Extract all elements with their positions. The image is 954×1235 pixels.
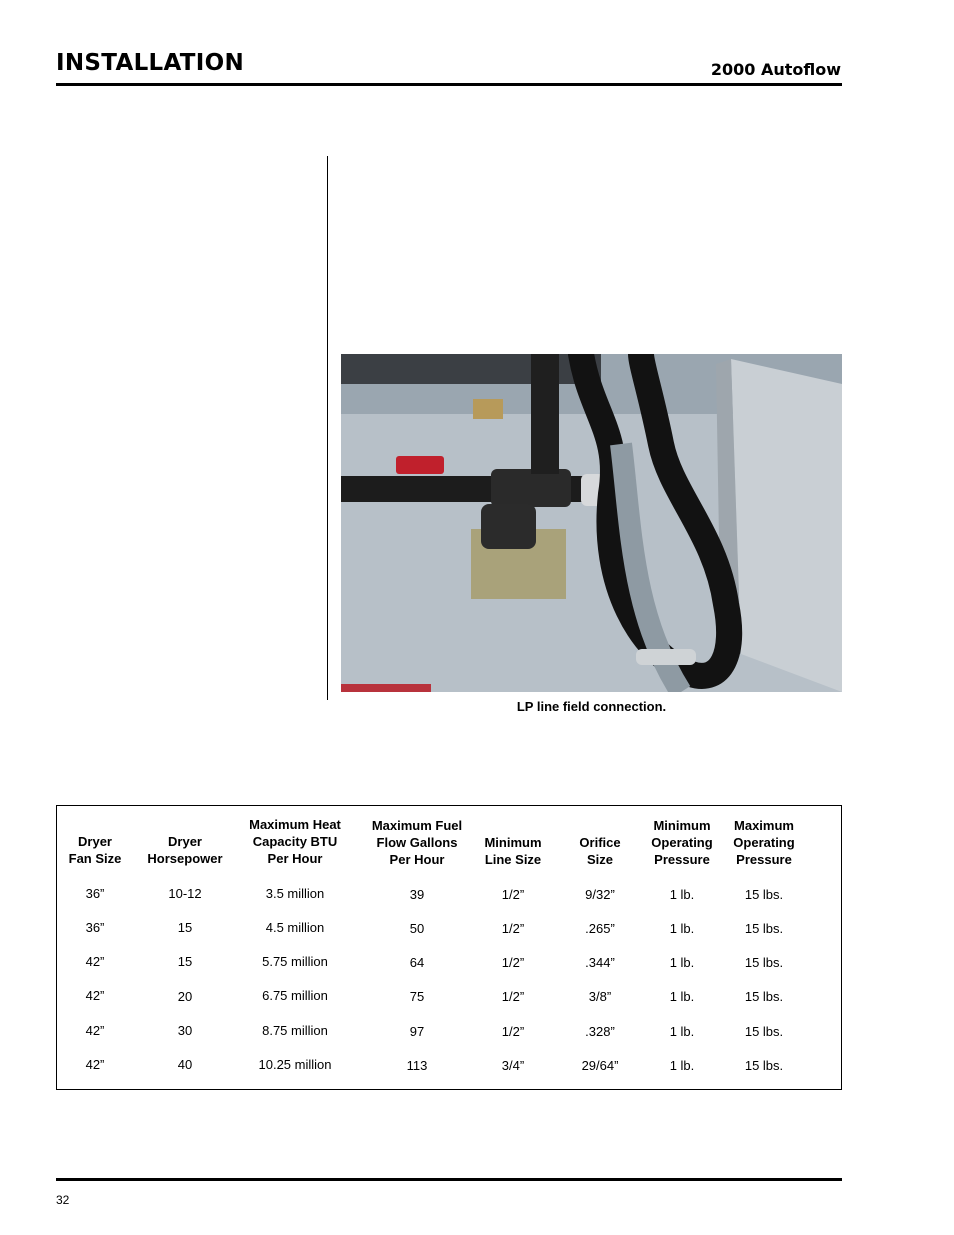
table-cell: 113 <box>406 1058 428 1073</box>
table-cell: 1 lb. <box>669 989 695 1004</box>
header-rule <box>56 83 842 86</box>
section-title: INSTALLATION <box>56 50 245 76</box>
table-cell: 4.5 million <box>265 920 325 935</box>
table-cell: 1/2” <box>501 955 525 970</box>
figure-caption: LP line field connection. <box>516 699 667 714</box>
table-cell: 1 lb. <box>669 1058 695 1073</box>
page-number: 32 <box>56 1193 70 1207</box>
table-cell: 36” <box>85 886 105 901</box>
table-cell: 40 <box>177 1057 193 1072</box>
column-header-min-pressure: Minimum Operating Pressure <box>651 818 713 867</box>
table-cell: 1 lb. <box>669 955 695 970</box>
table-cell: 10.25 million <box>258 1057 332 1072</box>
table-cell: 75 <box>409 989 425 1004</box>
lp-line-photo <box>341 354 842 692</box>
table-cell: 29/64” <box>581 1058 619 1073</box>
table-cell: 3/8” <box>588 989 612 1004</box>
margin-rule <box>327 156 328 700</box>
table-cell: 1/2” <box>501 1024 525 1039</box>
table-cell: 15 lbs. <box>744 887 784 902</box>
table-cell: 3.5 million <box>265 886 325 901</box>
table-cell: 1/2” <box>501 921 525 936</box>
table-cell: 15 lbs. <box>744 921 784 936</box>
column-header-horsepower: Dryer Horsepower <box>147 834 223 866</box>
table-cell: 42” <box>85 1023 105 1038</box>
column-header-fuel-flow: Maximum Fuel Flow Gallons Per Hour <box>371 818 463 867</box>
table-cell: 39 <box>409 887 425 902</box>
table-cell: 15 lbs. <box>744 1024 784 1039</box>
table-cell: 20 <box>177 989 193 1004</box>
table-cell: 1/2” <box>501 989 525 1004</box>
table-cell: 8.75 million <box>262 1023 328 1038</box>
table-cell: 42” <box>85 954 105 969</box>
table-cell: 1 lb. <box>669 1024 695 1039</box>
table-cell: 3/4” <box>501 1058 525 1073</box>
product-name: 2000 Autoflow <box>710 60 841 79</box>
table-cell: 15 <box>177 954 193 969</box>
table-cell: 6.75 million <box>262 988 328 1003</box>
table-cell: .328” <box>585 1024 615 1039</box>
table-cell: 30 <box>177 1023 193 1038</box>
table-cell: .344” <box>585 955 615 970</box>
table-cell: 42” <box>85 988 105 1003</box>
table-cell: 1 lb. <box>669 921 695 936</box>
table-cell: 5.75 million <box>262 954 328 969</box>
column-header-line-size: Minimum Line Size <box>484 835 542 867</box>
table-cell: 97 <box>409 1024 425 1039</box>
table-cell: 1/2” <box>501 887 525 902</box>
table-cell: 15 <box>177 920 193 935</box>
table-cell: 36” <box>85 920 105 935</box>
table-cell: 15 lbs. <box>744 989 784 1004</box>
table-cell: 50 <box>409 921 425 936</box>
table-cell: 15 lbs. <box>744 1058 784 1073</box>
table-cell: 10-12 <box>168 886 202 901</box>
table-cell: 42” <box>85 1057 105 1072</box>
table-cell: 64 <box>409 955 425 970</box>
table-cell: 1 lb. <box>669 887 695 902</box>
column-header-heat-capacity: Maximum Heat Capacity BTU Per Hour <box>249 817 341 866</box>
column-header-max-pressure: Maximum Operating Pressure <box>733 818 795 867</box>
column-header-fan-size: Dryer Fan Size <box>68 834 122 866</box>
footer-rule <box>56 1178 842 1181</box>
column-header-orifice-size: Orifice Size <box>579 835 621 867</box>
table-cell: 9/32” <box>585 887 615 902</box>
table-cell: 15 lbs. <box>744 955 784 970</box>
table-cell: .265” <box>585 921 615 936</box>
